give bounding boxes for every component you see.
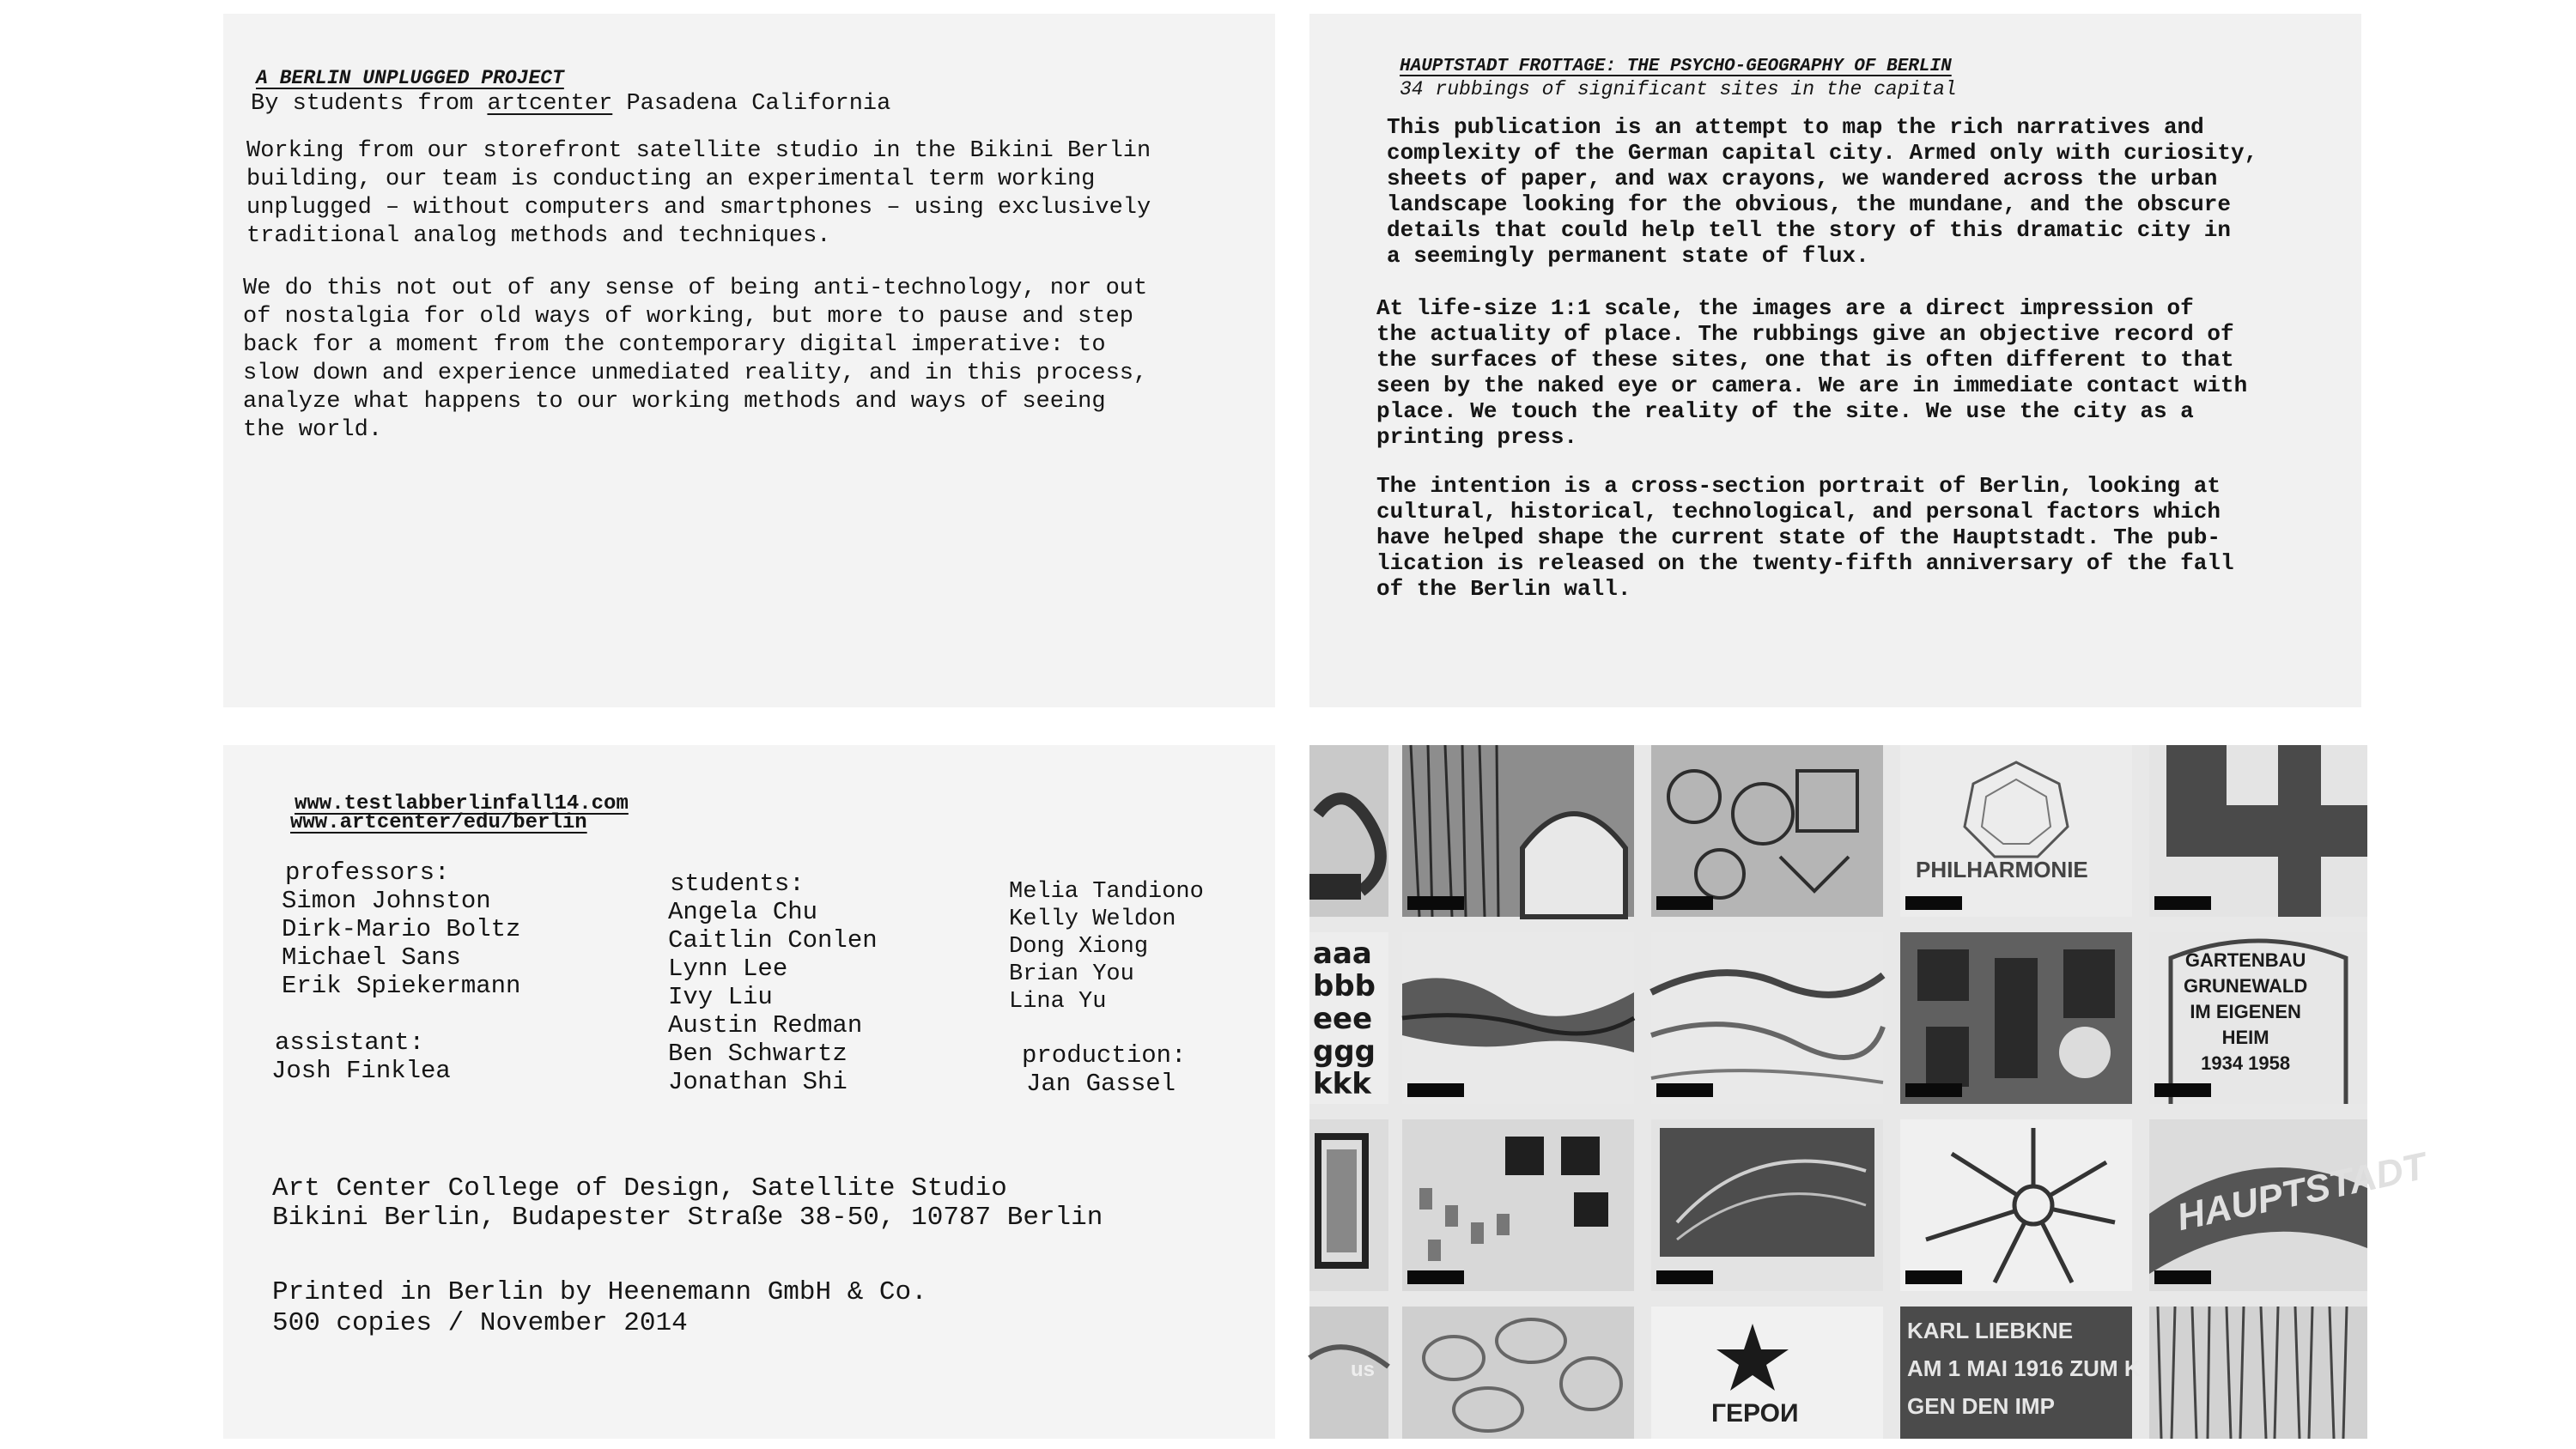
rubbing-text-geroi: ГЕРОИ	[1711, 1399, 1799, 1428]
rubbing-label	[2154, 1270, 2211, 1284]
rubbing-tile	[2149, 1307, 2367, 1439]
rubbing-tile	[1651, 1119, 1883, 1291]
rubbing-texture	[1651, 1119, 1883, 1291]
rubbing-text-harmonie: PHILHARMONIE	[1916, 857, 2088, 882]
rubbing-text-script: HAUPTSTADT	[2173, 1144, 2430, 1240]
professors-heading: professors:	[285, 858, 450, 887]
rubbing-texture	[2149, 745, 2367, 917]
rubbing-tile	[1402, 932, 1634, 1104]
rubbing-label	[1656, 896, 1713, 910]
students-heading: students:	[670, 870, 805, 898]
rubbing-label	[1905, 896, 1962, 910]
page-hauptstadt-frottage	[1309, 14, 2361, 707]
frottage-title: HAUPTSTADT FROTTAGE: THE PSYCHO-GEOGRAPHY OF BERLIN	[1400, 57, 1952, 76]
rubbing-label	[1905, 1270, 1962, 1284]
rubbing-tile	[1900, 1307, 2141, 1439]
rubbing-tile	[1402, 1119, 1634, 1291]
rubbing-tile	[1309, 1307, 1388, 1439]
rubbing-tile	[2149, 932, 2367, 1104]
assistant-name: Josh Finklea	[271, 1057, 451, 1085]
website-url-1: www.testlabberlinfall14.com	[295, 792, 629, 815]
rubbing-label	[1656, 1270, 1713, 1284]
website-url-2: www.artcenter/edu/berlin	[290, 811, 587, 834]
rubbing-label	[1905, 1083, 1962, 1097]
production-heading: production:	[1022, 1041, 1187, 1070]
rubbing-label	[1407, 1270, 1464, 1284]
students-list-1: Angela Chu Caitlin Conlen Lynn Lee Ivy Liu Austin Redman Ben Schwartz Jonathan Shi	[668, 898, 878, 1096]
rubbing-tile	[1309, 932, 1388, 1104]
page-berlin-unplugged	[223, 14, 1275, 707]
rubbing-text-grunewald: GARTENBAU GRUNEWALD IM EIGENEN HEIM 1934 1958	[2184, 949, 2308, 1074]
rubbing-text-us: us	[1351, 1358, 1376, 1381]
rubbing-texture	[1900, 1119, 2132, 1291]
intro-paragraph-1: Working from our storefront satellite studio in the Bikini Berlin building, our team is conducting an experimental term working unplugged – without computers and smartphones – using exclusively traditional analog methods and techniques.	[246, 138, 1151, 249]
rubbing-texture	[1309, 1119, 1388, 1291]
rubbing-tile	[1900, 932, 2132, 1104]
rubbing-texture	[1900, 745, 2132, 917]
rubbing-text-letters: aaa bbb eee ggg kkk	[1313, 937, 1376, 1101]
rubbing-label	[2154, 1083, 2211, 1097]
rubbing-tile	[1402, 1307, 1634, 1439]
assistant-heading: assistant:	[275, 1028, 425, 1057]
frottage-subtitle: 34 rubbings of significant sites in the capital	[1400, 78, 1957, 100]
rubbing-tile	[1900, 1119, 2132, 1291]
project-subtitle	[251, 91, 890, 117]
project-title: A BERLIN UNPLUGGED PROJECT	[256, 67, 564, 89]
rubbing-tile	[2149, 1119, 2430, 1291]
rubbing-label	[1407, 896, 1464, 910]
rubbing-tile	[1402, 745, 1634, 917]
rubbing-texture	[1651, 932, 1883, 1104]
students-list-2: Melia Tandiono Kelly Weldon Dong Xiong Brian You Lina Yu	[1009, 879, 1204, 1015]
artcenter-link: artcenter	[487, 91, 613, 117]
page-credits	[223, 745, 1275, 1439]
college-address: Art Center College of Design, Satellite Studio Bikini Berlin, Budapester Straße 38-50, 10787 Berlin	[272, 1173, 1103, 1233]
rubbing-label	[1656, 1083, 1713, 1097]
rubbing-tile	[1309, 745, 1388, 917]
rubbing-tile	[1309, 1119, 1388, 1291]
rubbing-texture	[1651, 745, 1883, 917]
rubbing-texture	[1402, 932, 1634, 1104]
rubbing-texture	[1900, 932, 2132, 1104]
production-name: Jan Gassel	[1026, 1070, 1176, 1098]
frottage-paragraph-3: The intention is a cross-section portrait of Berlin, looking at cultural, historical, technological, and personal factors which have helped shape the current state of the Hauptstadt. The pub- lication is released on the twenty-fifth anniversary of the fall of the Berlin wall.	[1376, 473, 2234, 602]
print-info: Printed in Berlin by Heenemann GmbH & Co. 500 copies / November 2014	[272, 1277, 927, 1338]
rubbing-texture	[1309, 1307, 1388, 1439]
rubbings-photo	[1309, 745, 2430, 1439]
rubbing-label	[1407, 1083, 1464, 1097]
rubbing-texture	[1309, 745, 1388, 917]
rubbing-text-liebknecht: KARL LIEBKNE AM 1 MAI 1916 ZUM K GEN DEN IMP	[1907, 1318, 2141, 1419]
rubbing-texture	[1402, 745, 1634, 917]
subtitle-suffix: Pasadena California	[612, 91, 891, 117]
rubbing-tile	[1651, 932, 1883, 1104]
rubbing-tile	[2149, 745, 2367, 917]
rubbing-texture	[2149, 1307, 2367, 1439]
rubbing-tile	[1900, 745, 2132, 917]
professors-list: Simon Johnston Dirk-Mario Boltz Michael Sans Erik Spiekermann	[282, 887, 521, 1000]
frottage-paragraph-1: This publication is an attempt to map the rich narratives and complexity of the German capital city. Armed only with curiosity, sheets of paper, and wax crayons, we wandered across the urban landscape looking for the obvious, the mundane, and the obscure details that could help tell the story of this dramatic city in a seemingly permanent state of flux.	[1387, 114, 2258, 269]
rubbing-texture	[1402, 1307, 1634, 1439]
frottage-paragraph-2: At life-size 1:1 scale, the images are a direct impression of the actuality of place. The rubbings give an objective record of the surfaces of these sites, one that is often different to that seen by the naked eye or camera. We are in immediate contact with place. We touch the reality of the site. We use the city as a printing press.	[1376, 295, 2248, 450]
intro-paragraph-2: We do this not out of any sense of being anti-technology, nor out of nostalgia for old ways of working, but more to pause and step back for a moment from the contemporary digital imperative: to slow down and experience unmediated reality, and in this process, analyze what happens to our working methods and ways of seeing the world.	[243, 276, 1148, 443]
subtitle-prefix: By students from	[251, 91, 488, 117]
rubbing-tile	[1651, 745, 1883, 917]
rubbing-label	[2154, 896, 2211, 910]
rubbing-tile	[1651, 1307, 1883, 1439]
rubbing-texture	[1402, 1119, 1634, 1291]
